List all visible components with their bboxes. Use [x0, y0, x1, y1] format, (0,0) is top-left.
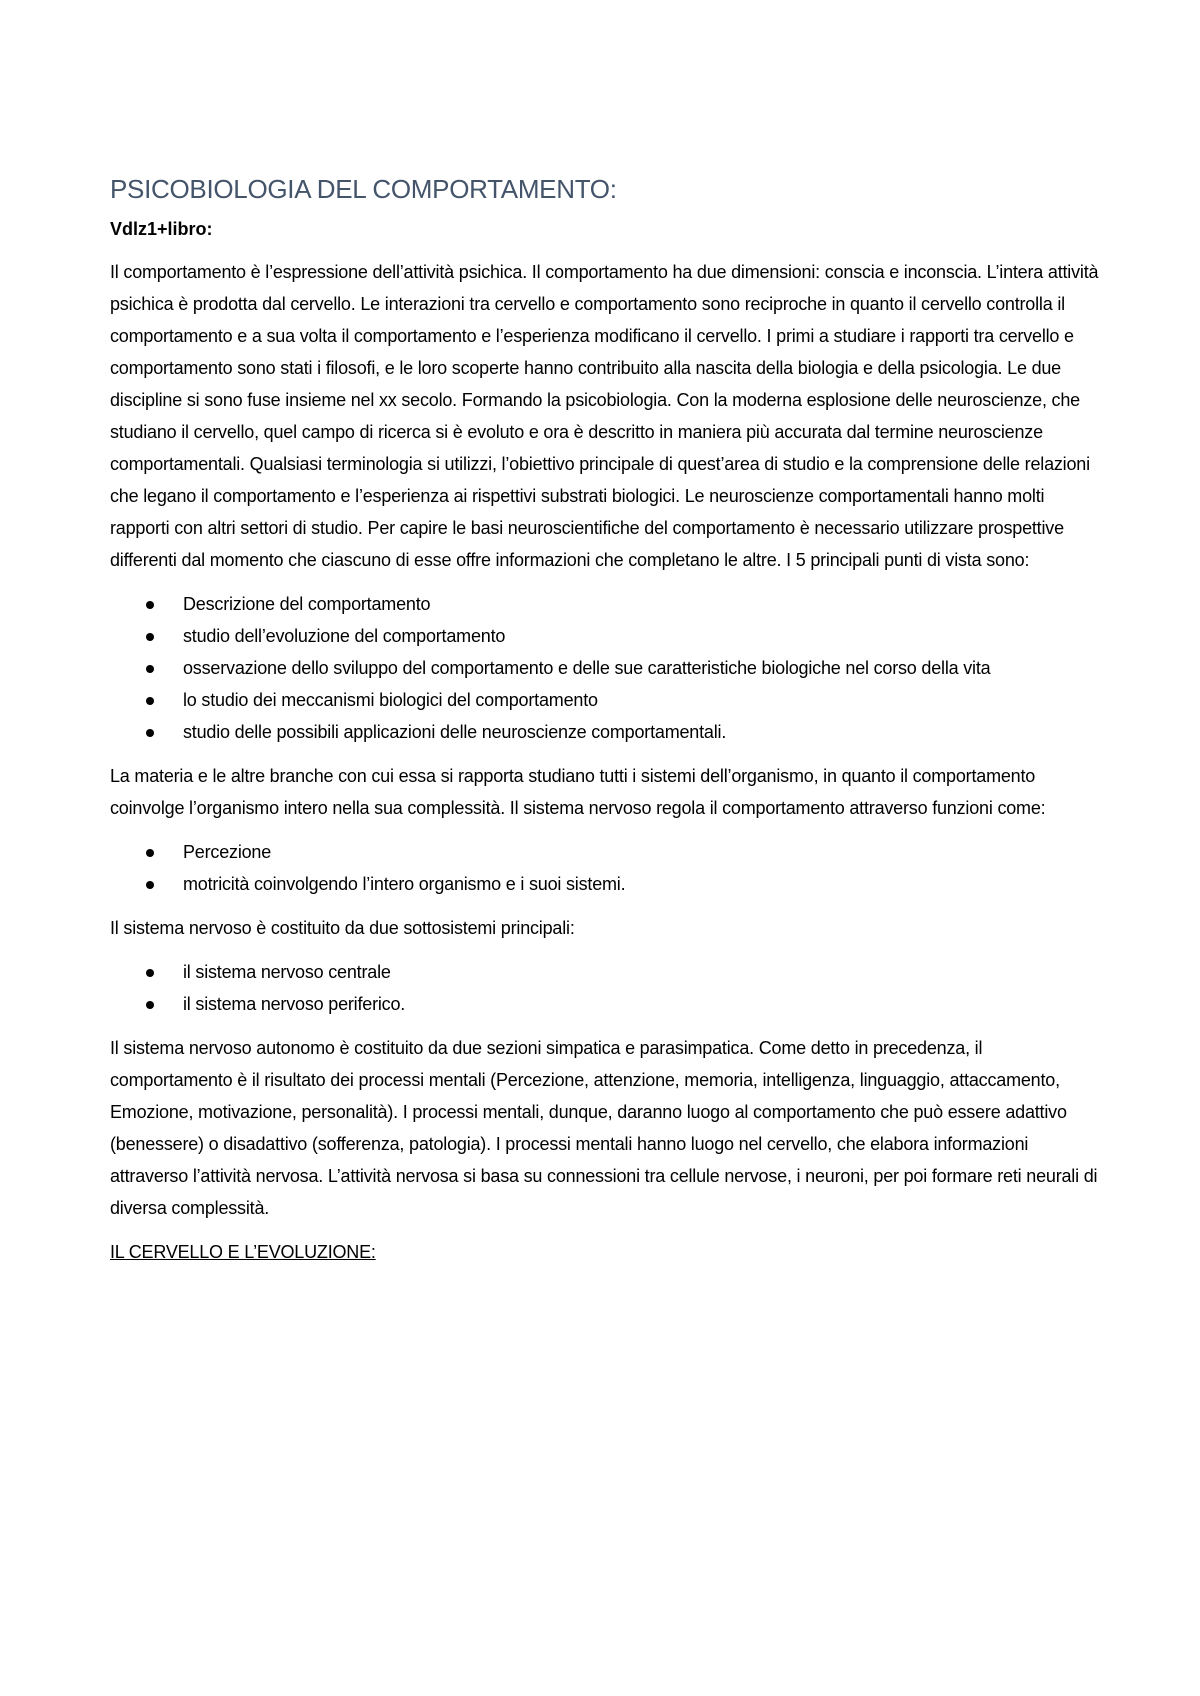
list-item-text: lo studio dei meccanismi biologici del comportamento — [183, 690, 598, 710]
bullet-icon — [146, 633, 154, 641]
bullet-icon — [146, 881, 154, 889]
bullet-icon — [146, 601, 154, 609]
bullet-icon — [146, 697, 154, 705]
list-item — [110, 836, 1100, 868]
list-item — [110, 684, 1100, 716]
functions-list — [110, 836, 1100, 900]
list-item — [110, 652, 1100, 684]
bullet-icon — [146, 729, 154, 737]
list-item — [110, 988, 1100, 1020]
section-heading: IL CERVELLO E L’EVOLUZIONE: — [110, 1242, 376, 1262]
document-title: PSICOBIOLOGIA DEL COMPORTAMENTO: — [110, 174, 617, 204]
list-item-text: il sistema nervoso centrale — [183, 962, 391, 982]
paragraph-autonomic: Il sistema nervoso autonomo è costituito da due sezioni simpatica e parasimpatica. Come detto in precedenza, il comportamento è il risultato dei processi mentali (Percezione, attenzione, memoria, intelligenza, linguaggio, attaccamento, Emozione, motivazione, personalità). I processi mentali, dunque, daranno luogo al comportamento che può essere adattivo (benessere) o disadattivo (sofferenza, patologia). I processi mentali hanno luogo nel cervello, che elabora informazioni attraverso l’attività nervosa. L’attività nervosa si basa su connessioni tra cellule nervose, i neuroni, per poi formare reti neurali di diversa complessità. — [110, 1038, 1098, 1218]
list-item — [110, 588, 1100, 620]
document-subtitle: Vdlz1+libro: — [110, 219, 213, 239]
list-item — [110, 868, 1100, 900]
list-item-text: motricità coinvolgendo l’intero organismo e i suoi sistemi. — [183, 874, 626, 894]
list-item — [110, 620, 1100, 652]
list-item-text: Percezione — [183, 842, 272, 862]
document-page — [110, 172, 1100, 1268]
bullet-icon — [146, 665, 154, 673]
list-item — [110, 716, 1100, 748]
bullet-icon — [146, 1001, 154, 1009]
bullet-icon — [146, 849, 154, 857]
bullet-icon — [146, 969, 154, 977]
list-item-text: il sistema nervoso periferico. — [183, 994, 406, 1014]
list-item-text: studio delle possibili applicazioni delle neuroscienze comportamentali. — [183, 722, 727, 742]
list-item-text: osservazione dello sviluppo del comportamento e delle sue caratteristiche biologiche nel corso della vita — [183, 658, 991, 678]
list-item-text: studio dell’evoluzione del comportamento — [183, 626, 506, 646]
subsystems-list — [110, 956, 1100, 1020]
paragraph-organism: La materia e le altre branche con cui essa si rapporta studiano tutti i sistemi dell’organismo, in quanto il comportamento coinvolge l’organismo intero nella sua complessità. Il sistema nervoso regola il comportamento attraverso funzioni come: — [110, 766, 1046, 818]
paragraph-intro: Il comportamento è l’espressione dell’attività psichica. Il comportamento ha due dimensioni: conscia e inconscia. L’intera attività psichica è prodotta dal cervello. Le interazioni tra cervello e comportamento sono reciproche in quanto il cervello controlla il comportamento e a sua volta il comportamento e l’esperienza modificano il cervello. I primi a studiare i rapporti tra cervello e comportamento sono stati i filosofi, e le loro scoperte hanno contribuito alla nascita della biologia e della psicologia. Le due discipline si sono fuse insieme nel xx secolo. Formando la psicobiologia. Con la moderna esplosione delle neuroscienze, che studiano il cervello, quel campo di ricerca si è evoluto e ora è descritto in maniera più accurata dal termine neuroscienze comportamentali. Qualsiasi terminologia si utilizzi, l’obiettivo principale di quest’area di studio e la comprensione delle relazioni che legano il comportamento e l’esperienza ai rispettivi substrati biologici. Le neuroscienze comportamentali hanno molti rapporti con altri settori di studio. Per capire le basi neuroscientifiche del comportamento è necessario utilizzare prospettive differenti dal momento che ciascuno di esse offre informazioni che completano le altre. I 5 principali punti di vista sono: — [110, 262, 1099, 570]
paragraph-subsystems: Il sistema nervoso è costituito da due sottosistemi principali: — [110, 918, 575, 938]
list-item — [110, 956, 1100, 988]
viewpoints-list — [110, 588, 1100, 748]
list-item-text: Descrizione del comportamento — [183, 594, 431, 614]
